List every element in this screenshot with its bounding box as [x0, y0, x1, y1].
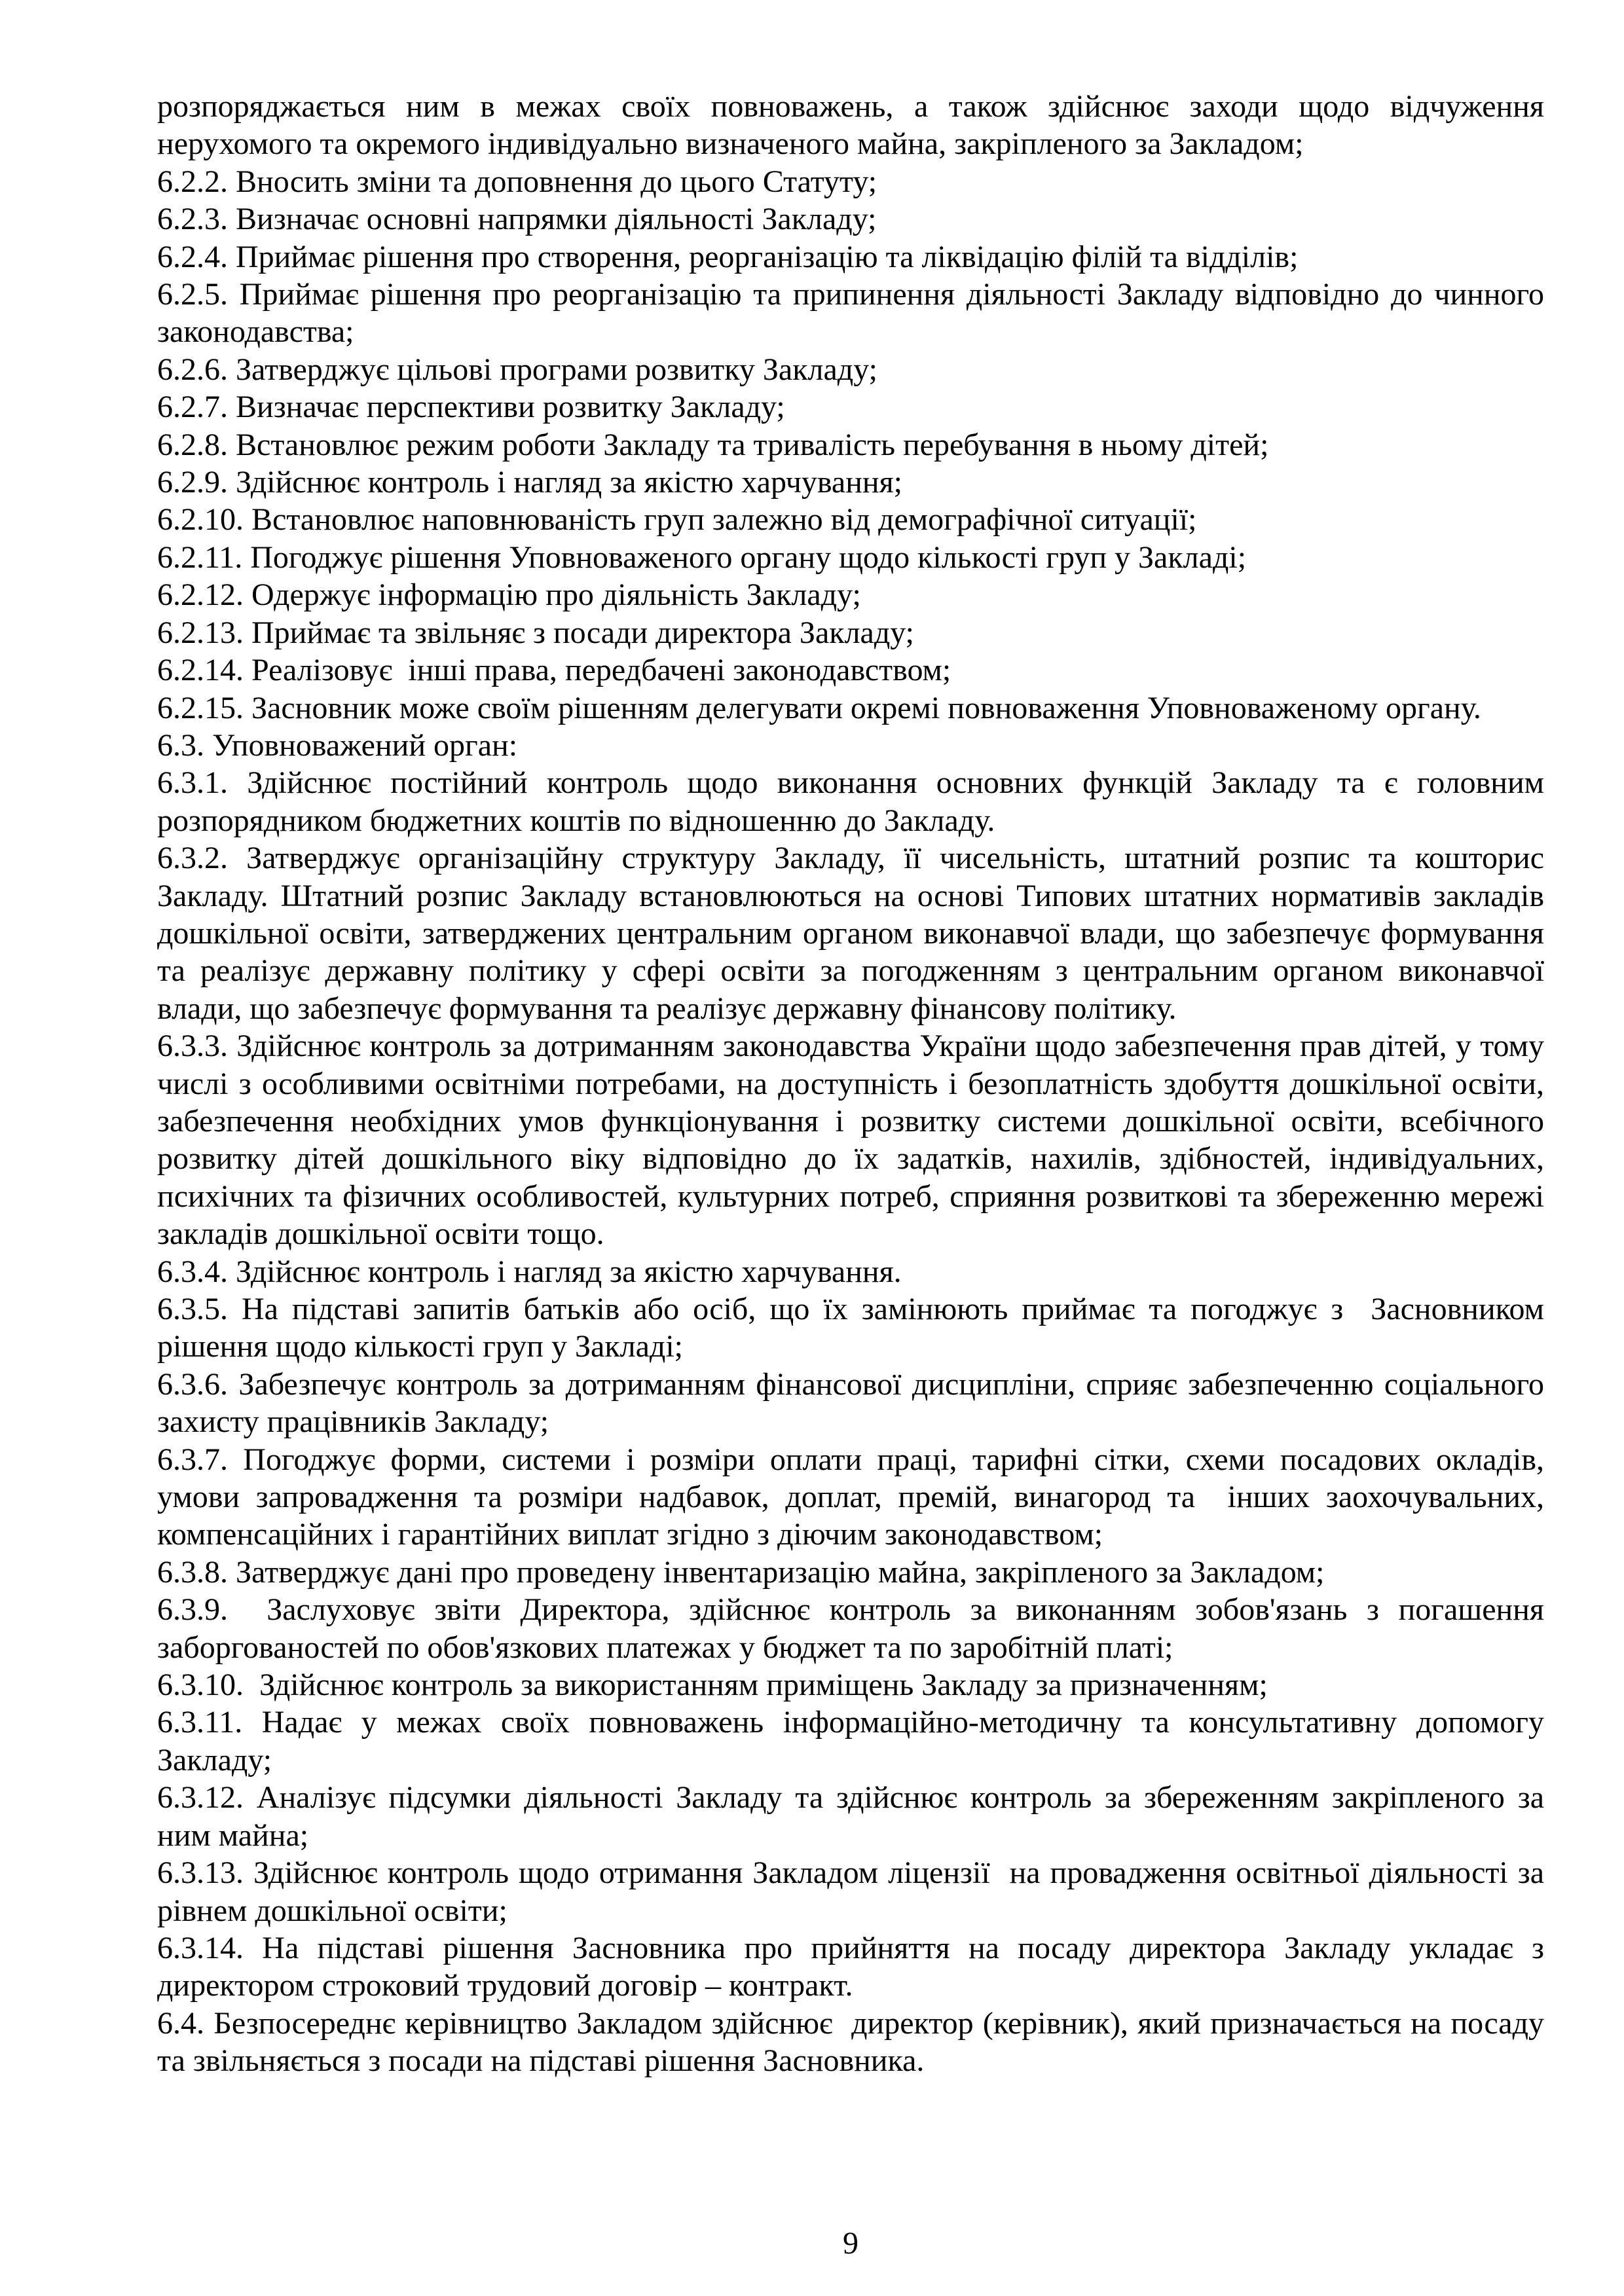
paragraph: 6.2.2. Вносить зміни та доповнення до цього Статуту; — [157, 164, 877, 199]
paragraph: 6.3.9. Заслуховує звіти Директора, здійснює контроль за виконанням зобов'язань з погашення заборгованостей по обов'язкових платежах у бюджет та по заробітній платі; — [157, 1592, 1552, 1665]
paragraph: 6.2.13. Приймає та звільняє з посади директора Закладу; — [157, 615, 914, 650]
paragraph: 6.3.8. Затверджує дані про проведену інвентаризацію майна, закріпленого за Закладом; — [157, 1554, 1325, 1590]
paragraph: 6.2.8. Встановлює режим роботи Закладу та тривалість перебування в ньому дітей; — [157, 427, 1269, 462]
paragraph: 6.2.4. Приймає рішення про створення, реорганізацію та ліквідацію філій та відділів; — [157, 239, 1299, 274]
page-number: 9 — [843, 2226, 858, 2261]
paragraph: 6.3.3. Здійснює контроль за дотриманням законодавства України щодо забезпечення прав дітей, у тому числі з особливими освітніми потребами, на доступність і безоплатність здобуття дошкільної освіти, забезпечення необхідних умов функціонування і розвитку системи дошкільної освіти, всебічного розвитку дітей дошкільного віку відповідно до їх задатків, нахилів, здібностей, індивідуальних, психічних та фізичних особливостей, культурних потреб, сприяння розвиткові та збереженню мережі закладів дошкільної освіти тощо. — [157, 1029, 1552, 1252]
paragraph: 6.2.5. Приймає рішення про реорганізацію та припинення діяльності Закладу відповідно до чинного законодавства; — [157, 277, 1552, 350]
paragraph: 6.3.13. Здійснює контроль щодо отримання Закладом ліцензії на провадження освітньої діяльності за рівнем дошкільної освіти; — [157, 1855, 1552, 1928]
paragraph: 6.3.11. Надає у межах своїх повноважень інформаційно-методичну та консультативну допомогу Закладу; — [157, 1705, 1552, 1777]
paragraph: 6.2.3. Визначає основні напрямки діяльності Закладу; — [157, 202, 877, 237]
paragraph: 6.2.11. Погоджує рішення Уповноваженого органу щодо кількості груп у Закладі; — [157, 539, 1247, 575]
paragraph: 6.2.6. Затверджує цільові програми розвитку Закладу; — [157, 352, 877, 387]
paragraph: 6.2.12. Одержує інформацію про діяльність Закладу; — [157, 577, 861, 613]
paragraph: 6.4. Безпосереднє керівництво Закладом здійснює директор (керівник), який призначається на посаду та звільняється з посади на підставі рішення Засновника. — [157, 2005, 1552, 2079]
paragraph: 6.3.10. Здійснює контроль за використанням приміщень Закладу за призначенням; — [157, 1667, 1268, 1703]
paragraph: 6.3.2. Затверджує організаційну структуру Закладу, її чисельність, штатний розпис та кошторис Закладу. Штатний розпис Закладу встановлюються на основі Типових штатних нормативів закладів дошкільної освіти, затверджених центральним органом виконавчої влади, що забезпечує формування та реалізує державну політику у сфері освіти за погодженням з центральним органом виконавчої влади, що забезпечує формування та реалізує державну фінансову політику. — [157, 841, 1552, 1026]
paragraph: 6.2.7. Визначає перспективи розвитку Закладу; — [157, 390, 785, 425]
paragraph: 6.3.1. Здійснює постійний контроль щодо виконання основних функцій Закладу та є головним розпорядником бюджетних коштів по відношенню до Закладу. — [157, 765, 1552, 838]
document-body — [157, 88, 1552, 2080]
paragraph: 6.2.14. Реалізовує інші права, передбачені законодавством; — [157, 653, 951, 688]
paragraph: 6.2.15. Засновник може своїм рішенням делегувати окремі повноваження Уповноваженому органу. — [157, 690, 1481, 725]
paragraph: 6.3. Уповноважений орган: — [157, 727, 518, 763]
paragraph: розпоряджається ним в межах своїх повноважень, а також здійснює заходи щодо відчуження нерухомого та окремого індивідуально визначеного майна, закріпленого за Закладом; — [157, 89, 1552, 162]
paragraph: 6.2.9. Здійснює контроль і нагляд за якістю харчування; — [157, 465, 903, 500]
paragraph: 6.3.5. На підставі запитів батьків або осіб, що їх замінюють приймає та погоджує з Засновником рішення щодо кількості груп у Закладі; — [157, 1292, 1552, 1364]
paragraph: 6.3.14. На підставі рішення Засновника про прийняття на посаду директора Закладу укладає з директором строковий трудовий договір – контракт. — [157, 1930, 1552, 2003]
paragraph: 6.3.12. Аналізує підсумки діяльності Закладу та здійснює контроль за збереженням закріпленого за ним майна; — [157, 1780, 1552, 1853]
paragraph: 6.3.4. Здійснює контроль і нагляд за якістю харчування. — [157, 1254, 902, 1289]
paragraph: 6.2.10. Встановлює наповнюваність груп залежно від демографічної ситуації; — [157, 502, 1197, 538]
paragraph: 6.3.7. Погоджує форми, системи і розміри оплати праці, тарифні сітки, схеми посадових окладів, умови запровадження та розміри надбавок, доплат, премій, винагород та інших заохочувальних, компенсаційних і гарантійних виплат згідно з діючим законодавством; — [157, 1442, 1552, 1552]
paragraph: 6.3.6. Забезпечує контроль за дотриманням фінансової дисципліни, сприяє забезпеченню соціального захисту працівників Закладу; — [157, 1366, 1552, 1440]
